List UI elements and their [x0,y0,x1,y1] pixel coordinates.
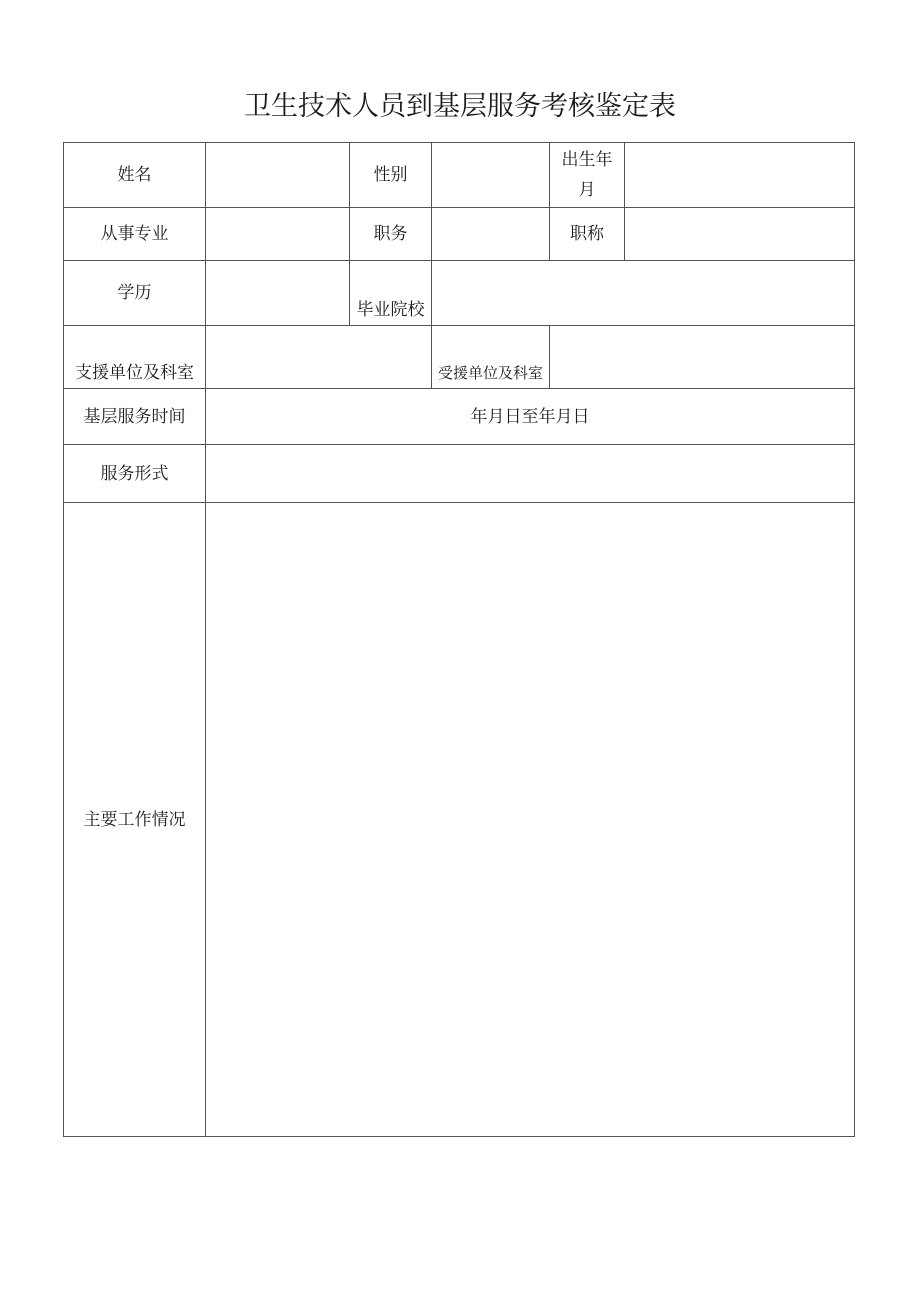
label-position: 职务 [373,224,408,244]
label-name: 姓名 [117,165,152,185]
label-education: 学历 [117,283,152,303]
school-field[interactable] [432,261,854,325]
service-form-field[interactable] [206,445,854,502]
label-received-unit: 受援单位及科室 [437,364,543,382]
support-unit-field[interactable] [206,326,431,388]
label-major: 从事专业 [100,224,169,244]
label-title-rank: 职称 [570,224,604,244]
education-field[interactable] [206,261,349,325]
title-rank-field[interactable] [625,208,854,260]
gender-field[interactable] [432,143,549,207]
label-gender: 性别 [373,165,408,185]
form-title: 卫生技术人员到基层服务考核鉴定表 [244,91,676,122]
label-school: 毕业院校 [356,300,425,320]
received-unit-field[interactable] [550,326,854,388]
service-time-value[interactable]: 年月日至年月日 [470,406,590,427]
assessment-table [63,142,855,1137]
label-service-form: 服务形式 [100,463,169,484]
label-service-time: 基层服务时间 [83,406,186,427]
label-birth-text: 出生年 月 [561,150,613,200]
name-field[interactable] [206,143,349,207]
major-field[interactable] [206,208,349,260]
birth-field[interactable] [625,143,854,207]
label-birth [550,143,624,207]
main-work-field[interactable] [206,503,854,1136]
label-main-work: 主要工作情况 [83,809,186,830]
position-field[interactable] [432,208,549,260]
label-support-unit: 支援单位及科室 [75,363,194,383]
